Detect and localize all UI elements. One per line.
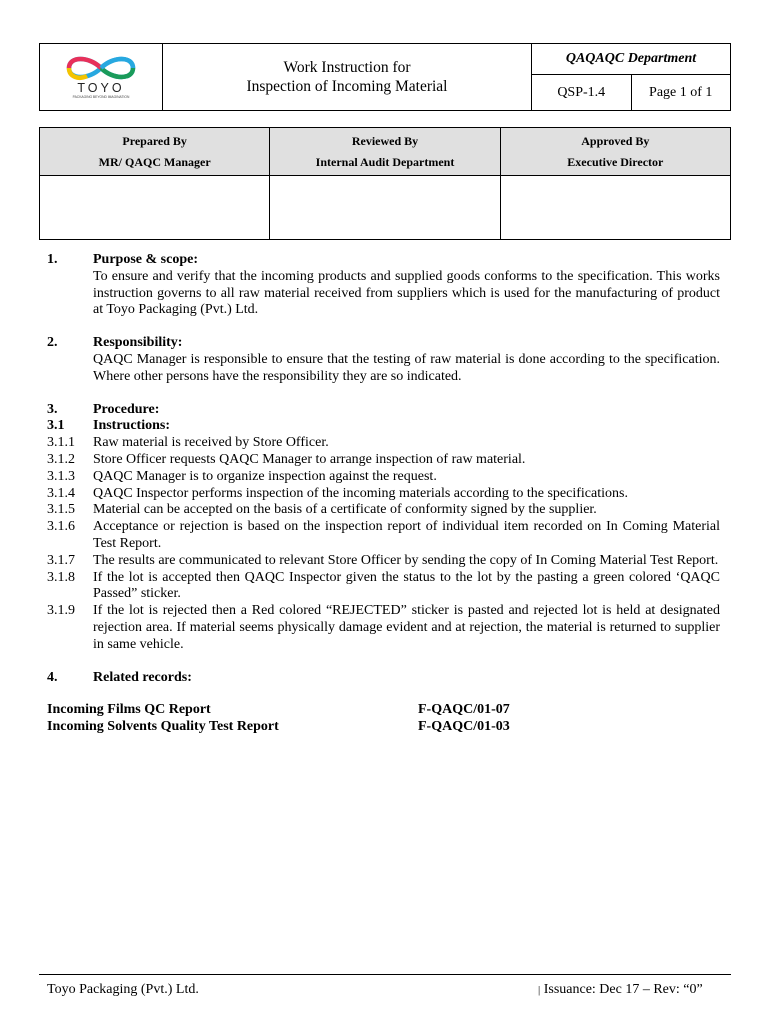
section-title: Related records: <box>93 669 192 685</box>
approval-role: Approved By <box>581 133 650 148</box>
approval-person: Internal Audit Department <box>315 154 455 169</box>
section-title: Responsibility: <box>93 335 183 351</box>
step-number: 3.1.9 <box>47 603 75 619</box>
page-number: Page 1 of 1 <box>631 75 731 111</box>
list-item <box>47 502 720 519</box>
doc-code: QSP-1.4 <box>532 75 632 111</box>
section-number: 4. <box>47 669 58 685</box>
record-code: F-QAQC/01-03 <box>418 719 510 735</box>
footer-separator: | <box>538 984 541 996</box>
section-heading <box>47 335 720 352</box>
responsibility-text: QAQC Manager is responsible to ensure that the testing of raw material is done according to the specification. Where other persons have the responsibility they are so indicated. <box>93 351 720 384</box>
step-text: If the lot is accepted then QAQC Inspector given the status to the lot by the pasting a green colored ‘QAQC Passed” sticker. <box>93 569 720 602</box>
step-number: 3.1.8 <box>47 569 75 585</box>
document-title <box>163 44 532 111</box>
logo-brand: TOYO <box>77 80 125 95</box>
section-title: Purpose & scope: <box>93 252 198 267</box>
toyo-logo <box>59 50 143 100</box>
department-label: QAQAQC Department <box>532 44 731 75</box>
approved-signature-box <box>500 176 730 240</box>
footer-company: Toyo Packaging (Pvt.) Ltd. <box>47 982 199 997</box>
step-text: QAQC Manager is to organize inspection against the request. <box>93 468 437 484</box>
approval-person: Executive Director <box>567 154 664 169</box>
approval-role: Prepared By <box>122 133 187 148</box>
step-number: 3.1.2 <box>47 451 75 467</box>
title-line-1: Work Instruction for <box>283 59 411 76</box>
list-item <box>47 519 720 553</box>
section-title: Procedure: <box>93 401 160 417</box>
footer-issuance: Issuance: Dec 17 – Rev: “0” <box>543 982 703 997</box>
approval-person: MR/ QAQC Manager <box>98 154 211 169</box>
reviewed-signature-box <box>270 176 500 240</box>
step-number: 3.1.1 <box>47 435 75 451</box>
reviewed-by-cell <box>270 128 500 176</box>
section-heading <box>47 402 720 419</box>
record-row <box>47 719 720 736</box>
record-code: F-QAQC/01-07 <box>418 702 510 718</box>
step-text: Raw material is received by Store Officer. <box>93 435 329 451</box>
document-body <box>47 252 720 736</box>
section-text-row <box>47 269 720 319</box>
step-number: 3.1.6 <box>47 519 75 535</box>
record-row <box>47 702 720 719</box>
list-item <box>47 469 720 486</box>
section-heading <box>47 670 720 687</box>
step-number: 3.1.7 <box>47 552 75 568</box>
section-number: 1. <box>47 252 58 267</box>
list-item <box>47 603 720 653</box>
logo-tagline: PACKAGING BEYOND IMAGINATION <box>72 94 130 99</box>
purpose-text: To ensure and verify that the incoming products and supplied goods conforms to the specification. This works instruction governs to all raw material received from suppliers which is used for the manufacturing of product at Toyo Packaging (Pvt.) Ltd. <box>93 268 720 318</box>
prepared-by-cell <box>40 128 270 176</box>
step-text: The results are communicated to relevant Store Officer by sending the copy of In Coming Material Test Report. <box>93 552 719 568</box>
approval-role: Reviewed By <box>351 133 419 148</box>
list-item <box>47 452 720 469</box>
subsection-number: 3.1 <box>47 418 65 434</box>
step-text: Store Officer requests QAQC Manager to arrange inspection of raw material. <box>93 451 526 467</box>
footer-issuance-block <box>538 982 703 998</box>
section-number: 2. <box>47 335 58 351</box>
step-text: Material can be accepted on the basis of a certificate of conformity signed by the supplier. <box>93 502 597 518</box>
prepared-signature-box <box>40 176 270 240</box>
document-header <box>39 43 731 111</box>
section-heading <box>47 252 720 269</box>
list-item <box>47 486 720 503</box>
step-text: Acceptance or rejection is based on the inspection report of individual item recorded on In Coming Material Test Report. <box>93 519 720 551</box>
section-number: 3. <box>47 401 58 417</box>
approval-table <box>39 127 731 240</box>
approved-by-cell <box>500 128 730 176</box>
step-text: QAQC Inspector performs inspection of the incoming materials according to the specifications. <box>93 485 628 501</box>
subsection-title: Instructions: <box>93 418 171 434</box>
title-line-2: Inspection of Incoming Material <box>246 78 448 95</box>
record-name: Incoming Films QC Report <box>47 702 211 718</box>
list-item <box>47 553 720 570</box>
record-name: Incoming Solvents Quality Test Report <box>47 719 279 735</box>
step-number: 3.1.3 <box>47 468 75 484</box>
list-item <box>47 435 720 452</box>
subsection-heading <box>47 418 720 435</box>
step-text: If the lot is rejected then a Red colored “REJECTED” sticker is pasted and rejected lot is held at designated rejection area. If material seems physically damage evident and at rejection, the material is returned to supplier in same vehicle. <box>93 603 720 652</box>
step-number: 3.1.5 <box>47 502 75 518</box>
footer-divider <box>39 974 731 975</box>
section-text-row <box>47 352 720 386</box>
step-number: 3.1.4 <box>47 485 75 501</box>
logo-cell <box>40 44 163 111</box>
list-item <box>47 570 720 604</box>
